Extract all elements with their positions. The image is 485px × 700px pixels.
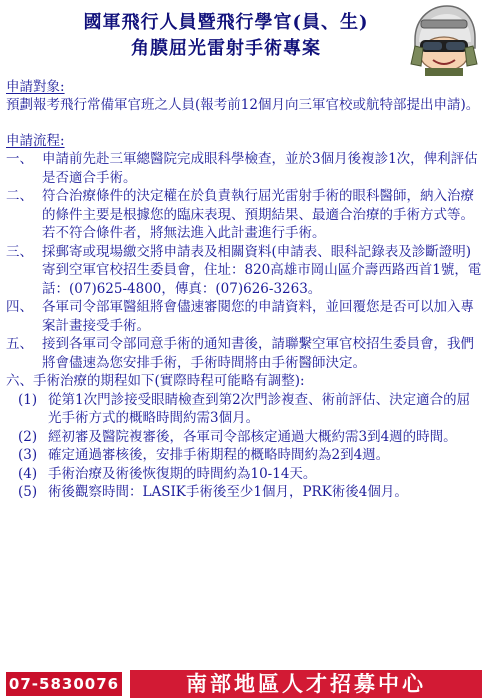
process-step-6: 六、手術治療的期程如下(實際時程可能略有調整): bbox=[6, 373, 305, 389]
process-step-1 bbox=[6, 150, 482, 187]
item-number: (4) bbox=[18, 465, 38, 482]
page-title bbox=[40, 10, 412, 62]
recruitment-center-banner: 南部地區人才招募中心 bbox=[130, 670, 482, 698]
step-text: 接到各軍司令部同意手術的通知書後，請聯繫空軍官校招生委員會，我們將會儘速為您安排手術，手術時間將由手術醫師決定。 bbox=[42, 336, 474, 371]
schedule-item-5 bbox=[6, 483, 482, 502]
step-number: 一、 bbox=[6, 151, 33, 167]
item-text: 經初審及醫院複審後，各軍司令部核定通過大概約需3到4週的時間。 bbox=[48, 428, 457, 445]
process-step-5 bbox=[6, 335, 482, 372]
step-number: 三、 bbox=[6, 243, 33, 260]
schedule-item-1 bbox=[6, 391, 482, 428]
item-text: 術後觀察時間：LASIK手術後至少1個月，PRK術後4個月。 bbox=[48, 484, 408, 500]
schedule-item-3 bbox=[6, 446, 482, 465]
step-number: 四、 bbox=[6, 299, 33, 315]
process-step-2 bbox=[6, 187, 482, 243]
schedule-item-4 bbox=[6, 465, 482, 484]
footer bbox=[0, 666, 485, 700]
pilot-helmet-mascot-icon bbox=[407, 2, 481, 76]
item-text: 手術治療及術後恢復期的時間約為10-14天。 bbox=[48, 465, 317, 482]
step-number: 二、 bbox=[6, 188, 33, 204]
main-content bbox=[6, 78, 482, 502]
item-text: 從第1次門診接受眼睛檢查到第2次門診複查、術前評估、決定適合的屈光手術方式的概略時間約需3個月。 bbox=[48, 391, 471, 426]
item-number: (3) bbox=[18, 447, 38, 463]
step-text: 申請前先赴三軍總醫院完成眼科學檢查，並於3個月後複診1次，俾利評估是否適合手術。 bbox=[42, 151, 478, 186]
item-number: (2) bbox=[18, 428, 38, 445]
header bbox=[0, 0, 485, 74]
footer-phone: 07-5830076 bbox=[6, 672, 122, 696]
step-number: 五、 bbox=[6, 336, 33, 352]
step-text: 符合治療條件的決定權在於負責執行屈光雷射手術的眼科醫師，納入治療的條件主要是根據您的臨床表現、預期結果、最適合治療的手術方式等。若不符合條件者，將無法進入此計畫進行手術。 bbox=[42, 188, 474, 241]
item-number: (5) bbox=[18, 484, 38, 500]
item-number: (1) bbox=[18, 391, 38, 408]
process-step-3 bbox=[6, 243, 482, 299]
schedule-item-2 bbox=[6, 428, 482, 447]
process-heading: 申請流程: bbox=[6, 133, 65, 149]
item-text: 確定通過審核後，安排手術期程的概略時間約為2到4週。 bbox=[48, 447, 390, 463]
process-step-4 bbox=[6, 298, 482, 335]
applicants-heading: 申請對象: bbox=[6, 79, 65, 95]
step-text: 採郵寄或現場繳交將申請表及相關資料(申請表、眼科記錄表及診斷證明)寄到空軍官校招生委員會，住址：820高雄市岡山區介壽西路西首1號，電話：(07)625-4800，傳真：(07)626-3263。 bbox=[42, 243, 482, 297]
step-text: 各軍司令部軍醫組將會儘速審閱您的申請資料，並回覆您是否可以加入專案計畫接受手術。 bbox=[42, 299, 474, 334]
title-line-2: 角膜屈光雷射手術專案 bbox=[131, 38, 321, 59]
applicants-text: 預劃報考飛行常備軍官班之人員(報考前12個月向三軍官校或航特部提出申請)。 bbox=[6, 97, 480, 113]
title-line-1: 國軍飛行人員暨飛行學官(員、生) bbox=[83, 12, 369, 33]
